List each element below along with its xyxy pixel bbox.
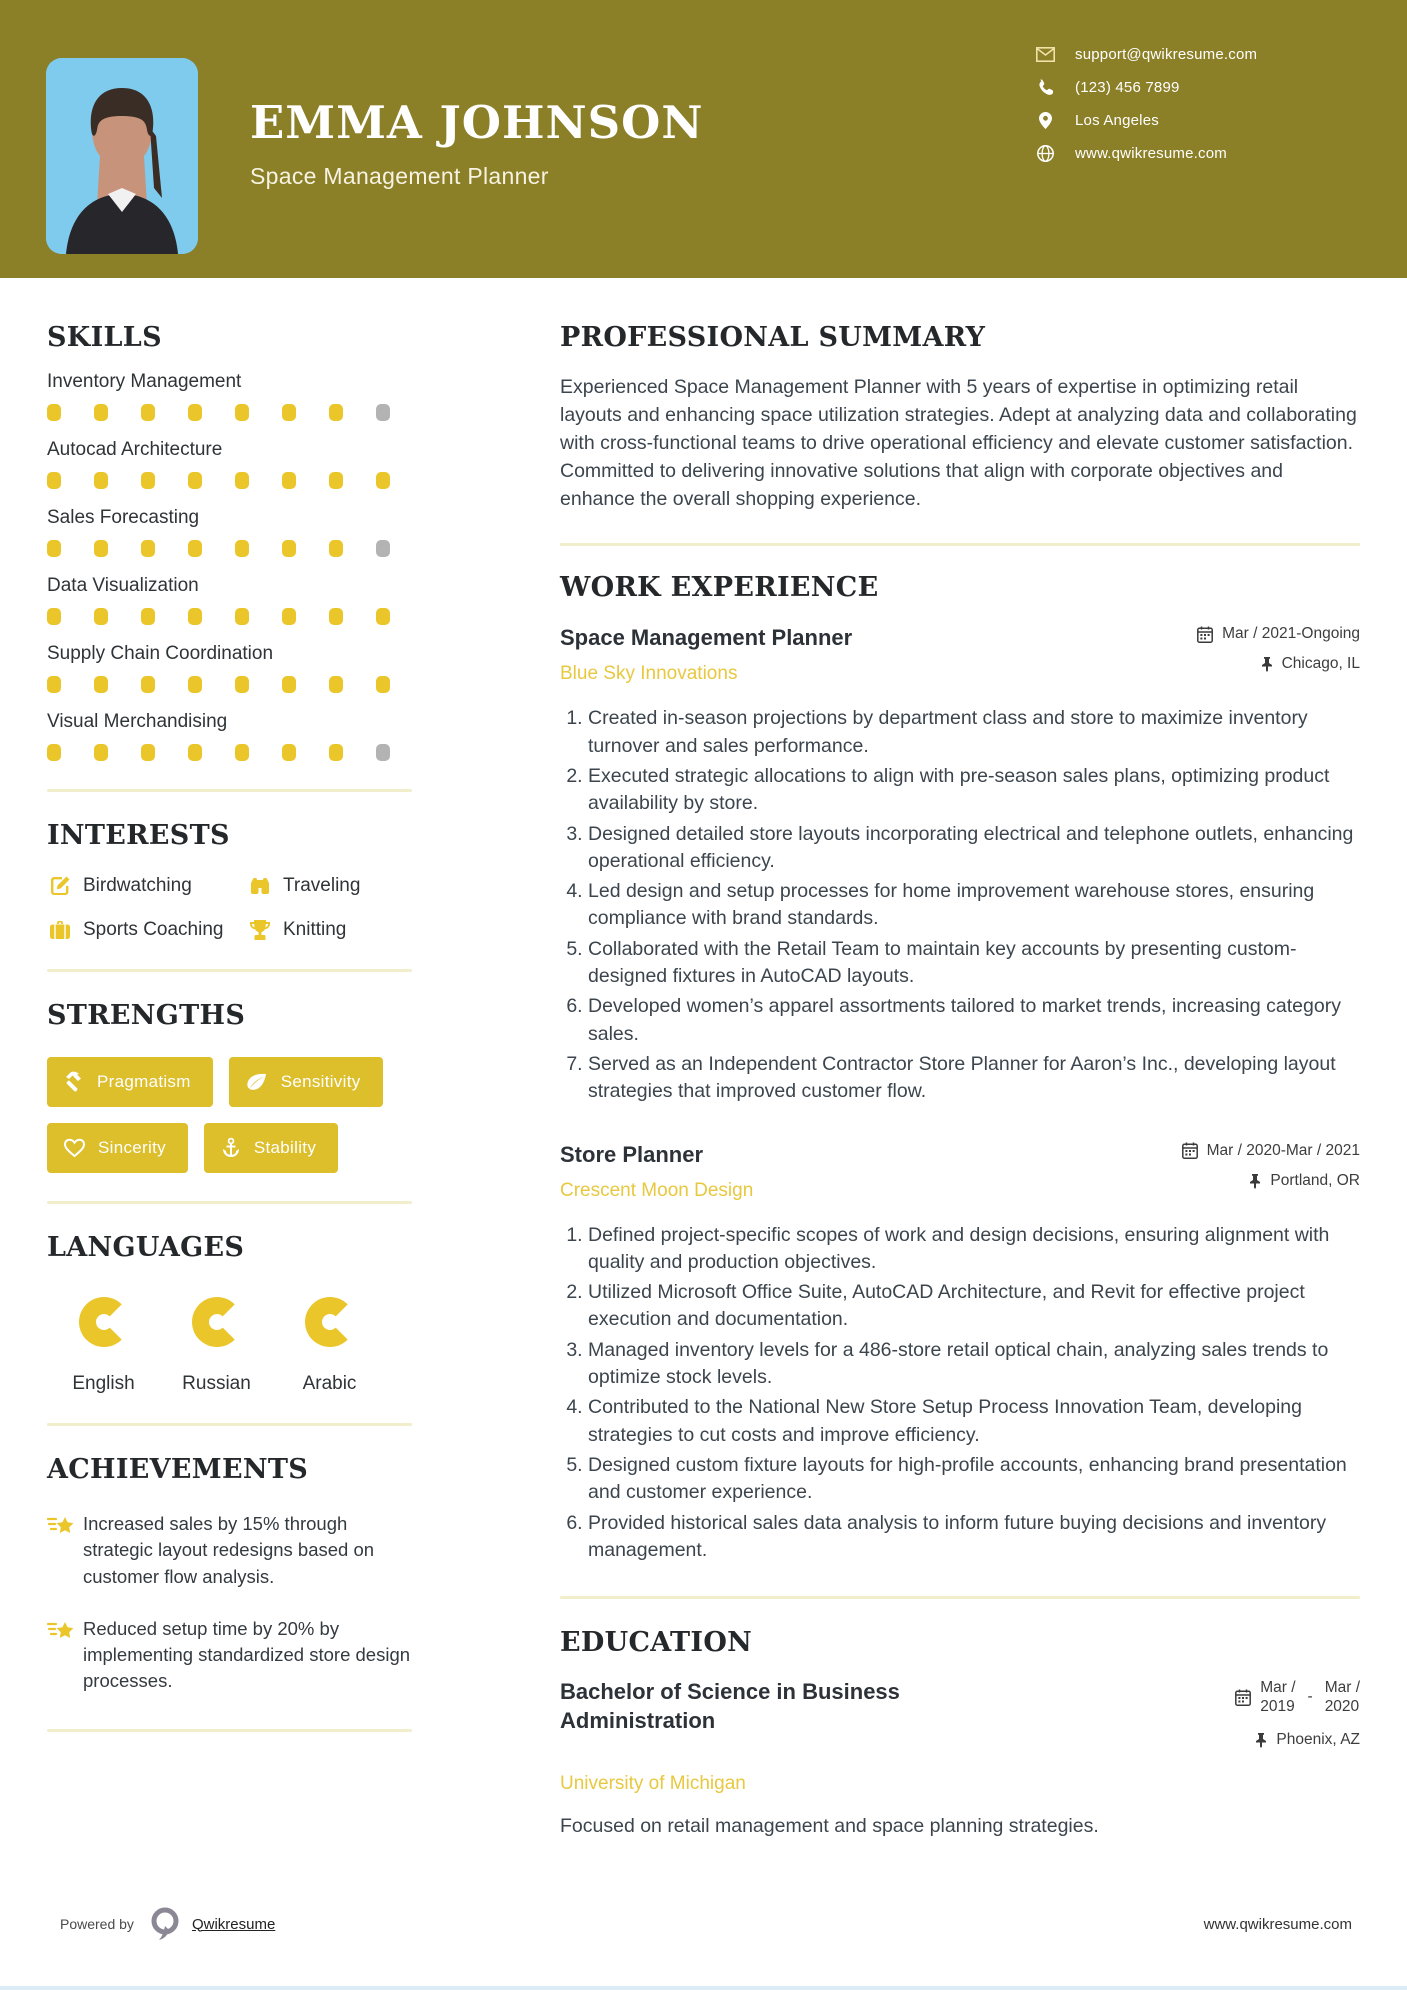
job-bullets (564, 1222, 1360, 1565)
contact-list (1035, 44, 1257, 176)
languages-heading: LANGUAGES (47, 1232, 245, 1263)
job-bullet: 2. Utilized Microsoft Office Suite, AutoCAD Architecture, and Revit for effective project execution and documentation. (588, 1279, 1360, 1334)
achievements-section (47, 1454, 412, 1695)
skill-dot (141, 744, 155, 761)
job-bullet: 2. Executed strategic allocations to align with pre-season sales plans, optimizing product availability by store. (588, 763, 1360, 818)
skill-dot (235, 676, 249, 693)
job-date-row (1197, 625, 1360, 643)
interest-label: Birdwatching (83, 875, 192, 896)
skill-dot (94, 540, 108, 557)
skill-dot (47, 540, 61, 557)
skill-label: Autocad Architecture (47, 439, 223, 460)
job-location: Chicago, IL (1281, 655, 1360, 673)
strength-badge (47, 1057, 213, 1107)
skill-dot (235, 744, 249, 761)
skill-rating (47, 608, 412, 625)
interest-label: Sports Coaching (83, 919, 224, 940)
experience-section (560, 572, 1360, 1564)
job-entry (560, 1142, 1360, 1565)
skill-dot (141, 608, 155, 625)
skills-section (47, 322, 412, 761)
interest-item (247, 875, 412, 897)
summary-heading: PROFESSIONAL SUMMARY (560, 322, 986, 353)
job-title-block (560, 625, 852, 685)
skill-dot (282, 676, 296, 693)
job-date-row (1182, 1142, 1360, 1160)
language-label: Russian (182, 1373, 251, 1394)
strength-label: Stability (253, 1138, 317, 1157)
skill-dot (235, 540, 249, 557)
powered-by-label: Powered by (60, 1916, 134, 1932)
job-date: Mar / 2021-Ongoing (1222, 625, 1360, 643)
language-item (273, 1297, 386, 1395)
skill-dot (329, 404, 343, 421)
job-company: Blue Sky Innovations (560, 663, 738, 685)
content (0, 278, 1407, 1838)
skill-dot (188, 540, 202, 557)
contact-website (1035, 143, 1257, 163)
skill-dot (282, 744, 296, 761)
language-label: English (72, 1373, 135, 1394)
skill-dot (188, 744, 202, 761)
skill-item (47, 507, 412, 557)
language-label: Arabic (302, 1373, 357, 1394)
summary-section (560, 322, 1360, 513)
skill-dot (235, 472, 249, 489)
skill-dot (282, 608, 296, 625)
anchor-icon (220, 1137, 242, 1159)
skill-dot (188, 608, 202, 625)
job-title: Space Management Planner (560, 625, 853, 651)
skill-dot (376, 472, 390, 489)
skill-dot (188, 472, 202, 489)
pencil-icon (47, 875, 73, 897)
qwikresume-brand-link[interactable]: Qwikresume (191, 1915, 276, 1933)
skill-dot (47, 608, 61, 625)
education-entry-header (560, 1678, 1360, 1761)
pushpin-icon (1261, 656, 1273, 672)
divider (560, 543, 1360, 546)
education-date-row (1235, 1678, 1360, 1717)
divider (47, 969, 412, 972)
skill-dot (376, 404, 390, 421)
skill-dot (47, 404, 61, 421)
skill-label: Inventory Management (47, 371, 242, 392)
education-note: Focused on retail management and space planning strategies. (560, 1814, 1099, 1837)
envelope-icon (1035, 47, 1055, 62)
language-level-arc (79, 1297, 129, 1347)
skill-label: Visual Merchandising (47, 711, 228, 732)
skill-dot (188, 404, 202, 421)
pushpin-icon (1255, 1732, 1267, 1748)
job-bullet: 3. Managed inventory levels for a 486-store retail optical chain, analyzing sales trends to optimize stock levels. (588, 1337, 1360, 1392)
pushpin-icon (1249, 1173, 1261, 1189)
pin-icon (1035, 112, 1055, 129)
job-bullet: 4. Led design and setup processes for home improvement warehouse stores, ensuring compliance with brand standards. (588, 878, 1360, 933)
job-bullet: 7. Served as an Independent Contractor Store Planner for Aaron’s Inc., developing layout strategies that improved customer flow. (588, 1051, 1360, 1106)
skill-dot (329, 744, 343, 761)
skill-rating (47, 404, 412, 421)
interest-label: Traveling (283, 875, 361, 896)
education-date-separator: - (1307, 1688, 1313, 1706)
job-company: Crescent Moon Design (560, 1179, 754, 1201)
interest-label: Knitting (283, 919, 347, 940)
skill-label: Sales Forecasting (47, 507, 200, 528)
skill-rating (47, 540, 412, 557)
location-text: Los Angeles (1075, 111, 1159, 129)
divider (47, 1423, 412, 1426)
skill-dot (141, 676, 155, 693)
skill-dot (282, 540, 296, 557)
experience-heading: WORK EXPERIENCE (560, 572, 879, 604)
job-meta (1197, 625, 1360, 685)
job-location: Portland, OR (1270, 1171, 1360, 1189)
job-bullet: 4. Contributed to the National New Store Setup Process Innovation Team, developing strategies to cut costs and improve efficiency. (588, 1394, 1360, 1449)
skill-rating (47, 676, 412, 693)
divider (47, 1729, 412, 1732)
skill-dot (329, 540, 343, 557)
language-level-arc (192, 1297, 242, 1347)
shooting-star-icon (47, 1616, 83, 1695)
skill-dot (329, 608, 343, 625)
skill-rating (47, 472, 412, 489)
interests-grid (47, 875, 412, 941)
skill-dot (94, 676, 108, 693)
leaf-icon (245, 1072, 269, 1092)
achievement-text: Reduced setup time by 20% by implementing standardized store design processes. (83, 1617, 411, 1692)
education-heading: EDUCATION (560, 1627, 753, 1659)
summary-text: Experienced Space Management Planner with 5 years of expertise in optimizing retail layouts and enhancing space utilization strategies. Adept at analyzing data and collaborating with cross-functional teams to drive operational efficiency and elevate customer satisfaction. Committed to delivering innovative solutions that align with corporate objectives and enhance the overall shopping experience. (560, 376, 1357, 511)
main-column (560, 322, 1360, 1838)
powered-by-block (60, 1906, 275, 1942)
divider (47, 1201, 412, 1204)
calendar-icon (1182, 1142, 1198, 1159)
skill-dot (141, 540, 155, 557)
divider (560, 1596, 1360, 1599)
job-bullets (564, 705, 1360, 1105)
education-date-end: Mar / 2020 (1324, 1679, 1360, 1716)
email-link[interactable]: support@qwikresume.com (1075, 45, 1258, 63)
language-level-arc (305, 1297, 355, 1347)
job-title: Store Planner (560, 1141, 704, 1167)
interest-item (247, 919, 412, 941)
job-bullet: 1. Defined project-specific scopes of work and design decisions, ensuring alignment with quality and production objectives. (588, 1222, 1360, 1277)
job-bullet: 5. Collaborated with the Retail Team to maintain key accounts by presenting custom-designed fixtures in AutoCAD layouts. (588, 936, 1360, 991)
hammer-icon (63, 1071, 85, 1093)
interest-item (47, 919, 247, 941)
bottom-edge-strip (0, 1986, 1407, 1990)
skill-label: Supply Chain Coordination (47, 643, 274, 664)
education-section (560, 1627, 1360, 1838)
phone-icon (1035, 79, 1055, 95)
footer (0, 1906, 1407, 1942)
sidebar (47, 322, 412, 1838)
shooting-star-icon (47, 1511, 83, 1590)
interest-item (47, 875, 247, 897)
heart-icon (63, 1138, 86, 1158)
qwikresume-logo-icon (148, 1906, 182, 1942)
skill-rating (47, 744, 412, 761)
strength-label: Pragmatism (97, 1072, 191, 1091)
interests-section (47, 820, 412, 941)
achievements-heading: ACHIEVEMENTS (47, 1454, 309, 1485)
education-degree: Bachelor of Science in Business Administration (560, 1679, 900, 1733)
skill-dot (47, 744, 61, 761)
skill-dot (94, 744, 108, 761)
language-item (47, 1297, 160, 1395)
skill-dot (235, 404, 249, 421)
skill-dot (282, 472, 296, 489)
job-location-row (1182, 1172, 1360, 1190)
job-bullet: 6. Developed women’s apparel assortments tailored to market trends, increasing category sales. (588, 993, 1360, 1048)
binoculars-icon (247, 875, 273, 897)
strength-badge (204, 1123, 338, 1173)
skill-item (47, 439, 412, 489)
strengths-heading: STRENGTHS (47, 1000, 246, 1031)
education-date-start: Mar / 2019 (1260, 1679, 1296, 1716)
strengths-section (47, 1000, 412, 1173)
skills-heading: SKILLS (47, 322, 162, 353)
strength-label: Sincerity (98, 1138, 166, 1157)
skill-dot (141, 472, 155, 489)
skill-dot (141, 404, 155, 421)
skill-dot (376, 540, 390, 557)
skill-dot (94, 472, 108, 489)
job-bullet: 5. Designed custom fixture layouts for high-profile accounts, enhancing brand presentation and customer experience. (588, 1452, 1360, 1507)
job-header (560, 1142, 1360, 1202)
calendar-icon (1197, 626, 1213, 643)
education-location: Phoenix, AZ (1276, 1730, 1360, 1748)
strength-badge (229, 1057, 383, 1107)
calendar-icon (1235, 1689, 1251, 1706)
job-meta (1182, 1142, 1360, 1202)
skill-label: Data Visualization (47, 575, 199, 596)
website-link[interactable]: www.qwikresume.com (1075, 144, 1227, 162)
skill-dot (376, 608, 390, 625)
achievement-item (47, 1616, 412, 1695)
briefcase-icon (47, 920, 73, 940)
skill-dot (235, 608, 249, 625)
job-date: Mar / 2020-Mar / 2021 (1206, 1141, 1360, 1159)
skill-dot (94, 404, 108, 421)
languages-section (47, 1232, 412, 1395)
profile-photo (46, 58, 198, 254)
skill-dot (376, 676, 390, 693)
education-meta (1235, 1678, 1360, 1761)
strength-badges (47, 1057, 412, 1173)
education-school: University of Michigan (560, 1772, 746, 1794)
achievement-item (47, 1511, 412, 1590)
strength-badge (47, 1123, 188, 1173)
identity-block (250, 96, 703, 190)
skill-dot (188, 676, 202, 693)
skill-item (47, 643, 412, 693)
skill-dot (329, 472, 343, 489)
header (0, 0, 1407, 278)
skill-dot (329, 676, 343, 693)
person-title: Space Management Planner (250, 163, 549, 189)
language-item (160, 1297, 273, 1395)
job-bullet: 6. Provided historical sales data analysis to inform future buying decisions and inventory management. (588, 1510, 1360, 1565)
phone-number: (123) 456 7899 (1075, 78, 1180, 96)
skill-item (47, 711, 412, 761)
job-bullet: 3. Designed detailed store layouts incorporating electrical and telephone outlets, enhancing operational efficiency. (588, 821, 1360, 876)
languages-row (47, 1297, 412, 1395)
person-name: EMMA JOHNSON (250, 96, 704, 149)
skill-item (47, 575, 412, 625)
achievement-text: Increased sales by 15% through strategic layout redesigns based on customer flow analysis. (83, 1513, 375, 1587)
divider (47, 789, 412, 792)
profile-photo-illustration (46, 58, 198, 254)
skill-dot (282, 404, 296, 421)
interests-heading: INTERESTS (47, 820, 230, 851)
contact-email (1035, 44, 1257, 64)
contact-phone (1035, 77, 1257, 97)
job-location-row (1197, 655, 1360, 673)
education-location-row (1235, 1731, 1360, 1749)
skill-dot (94, 608, 108, 625)
skill-item (47, 371, 412, 421)
skill-dot (376, 744, 390, 761)
globe-icon (1035, 145, 1055, 162)
trophy-icon (247, 919, 273, 941)
job-header (560, 625, 1360, 685)
job-title-block (560, 1142, 753, 1202)
strength-label: Sensitivity (280, 1072, 361, 1091)
job-entry (560, 625, 1360, 1105)
footer-site-link[interactable]: www.qwikresume.com (1203, 1915, 1352, 1933)
job-bullet: 1. Created in-season projections by department class and store to maximize inventory turnover and sales performance. (588, 705, 1360, 760)
contact-location (1035, 110, 1257, 130)
skill-dot (47, 676, 61, 693)
skill-dot (47, 472, 61, 489)
